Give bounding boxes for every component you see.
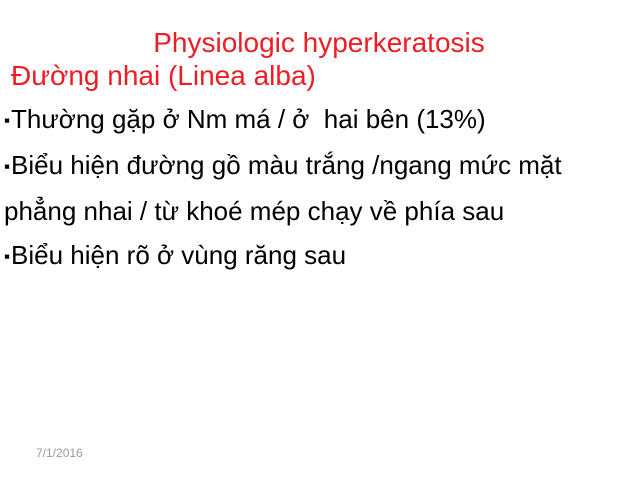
bullet-text: Biểu hiện đường gồ màu trắng /ngang mức mặt bbox=[11, 150, 562, 180]
slide-body bbox=[4, 97, 630, 279]
slide-title: Physiologic hyperkeratosis bbox=[153, 27, 485, 58]
bullet-item bbox=[4, 97, 630, 143]
square-bullet-icon: ▪ bbox=[4, 111, 12, 130]
slide-subtitle: Đường nhai (Linea alba) bbox=[11, 60, 316, 91]
footer-date: 7/1/2016 bbox=[36, 446, 83, 460]
bullet-text: Thường gặp ở Nm má / ở hai bên (13%) bbox=[11, 104, 486, 134]
bullet-text: Biểu hiện rõ ở vùng răng sau bbox=[11, 240, 347, 270]
bullet-item-continuation bbox=[4, 189, 630, 233]
square-bullet-icon: ▪ bbox=[4, 157, 12, 176]
bullet-item bbox=[4, 143, 630, 189]
bullet-text: phẳng nhai / từ khoé mép chạy về phía sau bbox=[4, 196, 505, 226]
square-bullet-icon: ▪ bbox=[4, 247, 12, 266]
bullet-item bbox=[4, 233, 630, 279]
